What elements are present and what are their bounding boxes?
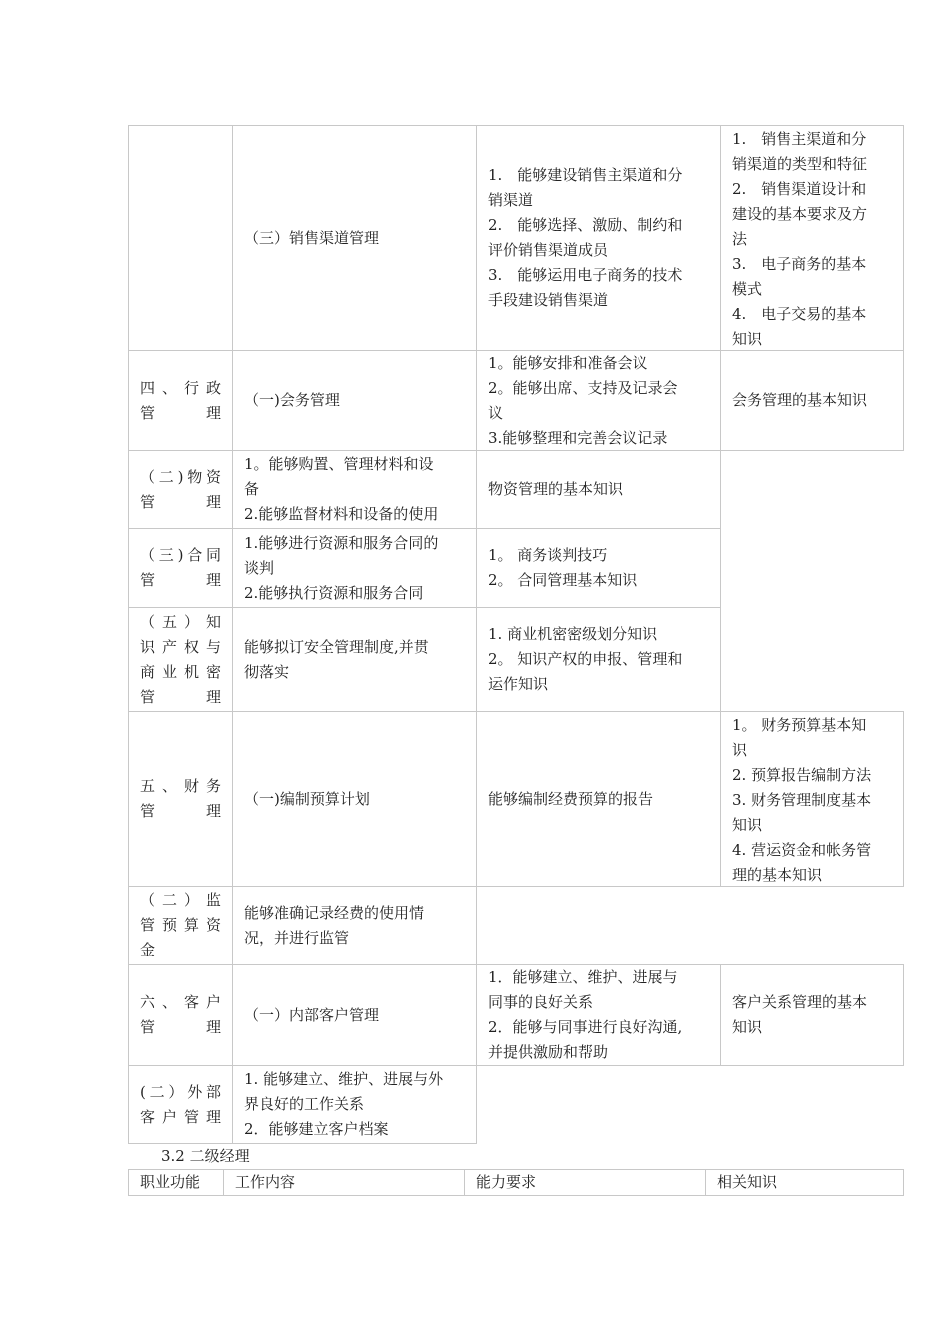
cell-text: 1. 能够建设销售主渠道和分 销渠道 2. 能够选择、激励、制约和 评价销售渠道成员 3. 能够运用电子商务的技术 手段建设销售渠道 (488, 166, 683, 309)
table-cell (476, 125, 721, 351)
table-cell (128, 528, 233, 608)
table-cell (476, 450, 721, 529)
table-cell (128, 886, 233, 965)
table-cell (128, 607, 233, 712)
header-text: 相关知识 (717, 1173, 778, 1191)
cell-text: （三）销售渠道管理 (244, 228, 380, 247)
table-header-cell (464, 1169, 706, 1196)
table-cell (232, 125, 477, 351)
table-cell (232, 886, 477, 965)
table-cell (232, 450, 477, 529)
cell-text: 物资管理的基本知识 (488, 480, 624, 498)
table-cell (232, 711, 477, 887)
cell-text: 1.能够进行资源和服务合同的 谈判 2.能够执行资源和服务合同 (244, 533, 439, 602)
section-heading: 3.2 二级经理 (161, 1147, 250, 1165)
header-text: 能力要求 (476, 1173, 537, 1191)
table-cell (476, 528, 721, 608)
table-cell (128, 450, 233, 529)
cell-text: （三)合同 管理 (140, 546, 221, 589)
table-cell (720, 350, 904, 451)
table-cell (720, 964, 904, 1066)
table-cell (232, 1065, 477, 1144)
cell-text: 能够编制经费预算的报告 (488, 789, 654, 808)
cell-text: 能够拟订安全管理制度,并贯 彻落实 (244, 637, 429, 681)
table-cell (232, 964, 477, 1066)
header-text: 职业功能 (140, 1173, 201, 1191)
table-cell (476, 350, 721, 451)
table-cell (232, 350, 477, 451)
cell-text: 1。 商务谈判技巧 2。 合同管理基本知识 (488, 546, 638, 589)
cell-text: 1。能够购置、管理材料和设 备 2.能够监督材料和设备的使用 (244, 455, 439, 523)
table-header-cell (128, 1169, 224, 1196)
table-cell (232, 607, 477, 712)
cell-text: 五、财务 管理 (140, 777, 221, 820)
cell-text: 1。 财务预算基本知 识 2. 预算报告编制方法 3. 财务管理制度基本 知识 4. 营运资金和帐务管 理的基本知识 (732, 716, 872, 884)
cell-text: 客户关系管理的基本 知识 (732, 993, 868, 1036)
cell-text: （二）监 管预算资 金 (140, 891, 221, 959)
cell-text: 1．能够建立、维护、进展与 同事的良好关系 2．能够与同事进行良好沟通, 并提供激励和帮助 (488, 968, 683, 1061)
table-cell (128, 350, 233, 451)
table-cell (128, 964, 233, 1066)
table-header-cell (705, 1169, 904, 1196)
cell-text: （一)会务管理 (244, 391, 340, 409)
cell-text: 1. 能够建立、维护、进展与外 界良好的工作关系 2．能够建立客户档案 (244, 1070, 444, 1138)
table-cell (128, 711, 233, 887)
cell-text: 会务管理的基本知识 (732, 391, 868, 409)
table-cell (720, 125, 904, 351)
cell-text: （二)物资 管理 (140, 467, 221, 511)
cell-text: 1。能够安排和准备会议 2。能够出席、支持及记录会 议 3.能够整理和完善会议记录 (488, 353, 678, 447)
table-cell (476, 711, 721, 887)
cell-text: （一）内部客户管理 (244, 1005, 380, 1024)
cell-text: 1. 商业机密密级划分知识 2。 知识产权的申报、管理和 运作知识 (488, 625, 683, 693)
table-cell (476, 607, 721, 712)
cell-text: （五）知 识产权与 商业机密 管理 (140, 612, 221, 706)
cell-text: 六、客户 管理 (140, 993, 221, 1036)
table-cell (128, 1065, 233, 1144)
cell-text: 1. 销售主渠道和分 销渠道的类型和特征 2. 销售渠道设计和 建设的基本要求及方 法 3. 电子商务的基本 模式 4. 电子交易的基本 知识 (732, 130, 868, 348)
table-cell (476, 964, 721, 1066)
table-cell (128, 125, 233, 351)
cell-text: （一)编制预算计划 (244, 789, 370, 808)
table-cell (232, 528, 477, 608)
cell-text: (二）外部 客户管理 (140, 1082, 221, 1126)
header-text: 工作内容 (235, 1173, 296, 1191)
table-header-cell (223, 1169, 465, 1196)
cell-text: 四、行政 管理 (140, 378, 221, 422)
table-cell (720, 711, 904, 887)
cell-text: 能够准确记录经费的使用情 况，并进行监管 (244, 903, 425, 947)
